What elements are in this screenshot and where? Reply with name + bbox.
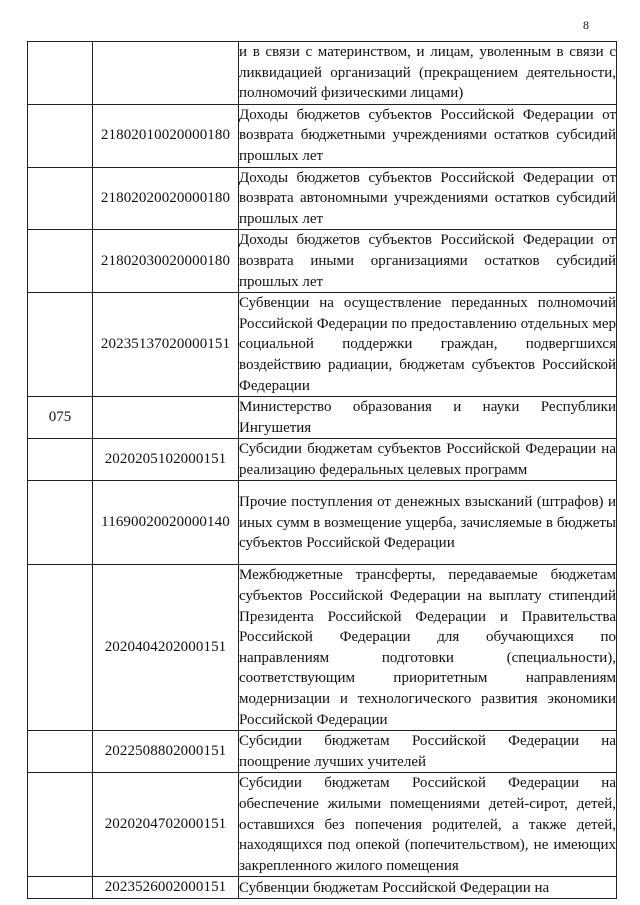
budget-code-cell: 21802030020000180 (93, 230, 239, 293)
table-row (28, 565, 617, 731)
description-cell: Межбюджетные трансферты, передаваемые бюджетам субъектов Российской Федерации на выплату стипендий Президента Российской Федерации и Правительства Российской Федерации для обучающихся по направлениям подготовки (специальности), соответствующим приоритетным направлениям модернизации и технологического развития экономики Российской Федерации (239, 565, 617, 731)
description-cell: Доходы бюджетов субъектов Российской Федерации от возврата автономными учреждениями остатков субсидий прошлых лет (239, 167, 617, 230)
agency-code-cell (28, 773, 93, 877)
budget-code-cell: 2020204702000151 (93, 773, 239, 877)
page-number: 8 (583, 18, 589, 32)
budget-codes-table (27, 41, 617, 899)
table-row (28, 481, 617, 565)
description-cell: Субсидии бюджетам Российской Федерации на поощрение лучших учителей (239, 731, 617, 773)
table-row (28, 877, 617, 899)
table-row (28, 104, 617, 167)
budget-code-cell: 11690020020000140 (93, 481, 239, 565)
description-cell: Доходы бюджетов субъектов Российской Федерации от возврата иными организациями остатков субсидий прошлых лет (239, 230, 617, 293)
table-row (28, 397, 617, 439)
description-cell: Субвенции бюджетам Российской Федерации на (239, 877, 617, 899)
description-cell: Субсидии бюджетам Российской Федерации на обеспечение жилыми помещениями детей-сирот, детей, оставшихся без попечения родителей, а также детей, находящихся под опекой (попечительством), не имеющих закрепленного жилого помещения (239, 773, 617, 877)
budget-code-cell: 21802010020000180 (93, 104, 239, 167)
agency-code-cell (28, 230, 93, 293)
budget-code-cell: 2023526002000151 (93, 877, 239, 899)
description-cell: и в связи с материнством, и лицам, уволенным в связи с ликвидацией организаций (прекращением деятельности, полномочий физическими лицами) (239, 42, 617, 105)
table-row (28, 439, 617, 481)
budget-code-cell: 2020404202000151 (93, 565, 239, 731)
agency-code-cell (28, 293, 93, 397)
agency-code-cell (28, 167, 93, 230)
description-cell: Прочие поступления от денежных взысканий (штрафов) и иных сумм в возмещение ущерба, зачисляемые в бюджеты субъектов Российской Федерации (239, 481, 617, 565)
table-row (28, 773, 617, 877)
agency-code-cell (28, 104, 93, 167)
agency-code-cell (28, 877, 93, 899)
budget-code-cell (93, 42, 239, 105)
agency-code-cell (28, 731, 93, 773)
agency-code-cell (28, 439, 93, 481)
table-row (28, 230, 617, 293)
description-cell: Министерство образования и науки Республики Ингушетия (239, 397, 617, 439)
budget-code-cell: 20235137020000151 (93, 293, 239, 397)
budget-code-cell: 21802020020000180 (93, 167, 239, 230)
agency-code-cell (28, 481, 93, 565)
agency-code-cell: 075 (28, 397, 93, 439)
agency-code-cell (28, 42, 93, 105)
budget-code-cell: 2022508802000151 (93, 731, 239, 773)
table-row (28, 42, 617, 105)
table-row (28, 731, 617, 773)
agency-code-cell (28, 565, 93, 731)
table-row (28, 293, 617, 397)
description-cell: Субсидии бюджетам субъектов Российской Федерации на реализацию федеральных целевых программ (239, 439, 617, 481)
budget-code-cell (93, 397, 239, 439)
table-row (28, 167, 617, 230)
budget-code-cell: 2020205102000151 (93, 439, 239, 481)
description-cell: Доходы бюджетов субъектов Российской Федерации от возврата бюджетными учреждениями остатков субсидий прошлых лет (239, 104, 617, 167)
description-cell: Субвенции на осуществление переданных полномочий Российской Федерации по предоставлению отдельных мер социальной поддержки граждан, подвергшихся воздействию радиации, бюджетам субъектов Российской Федерации (239, 293, 617, 397)
